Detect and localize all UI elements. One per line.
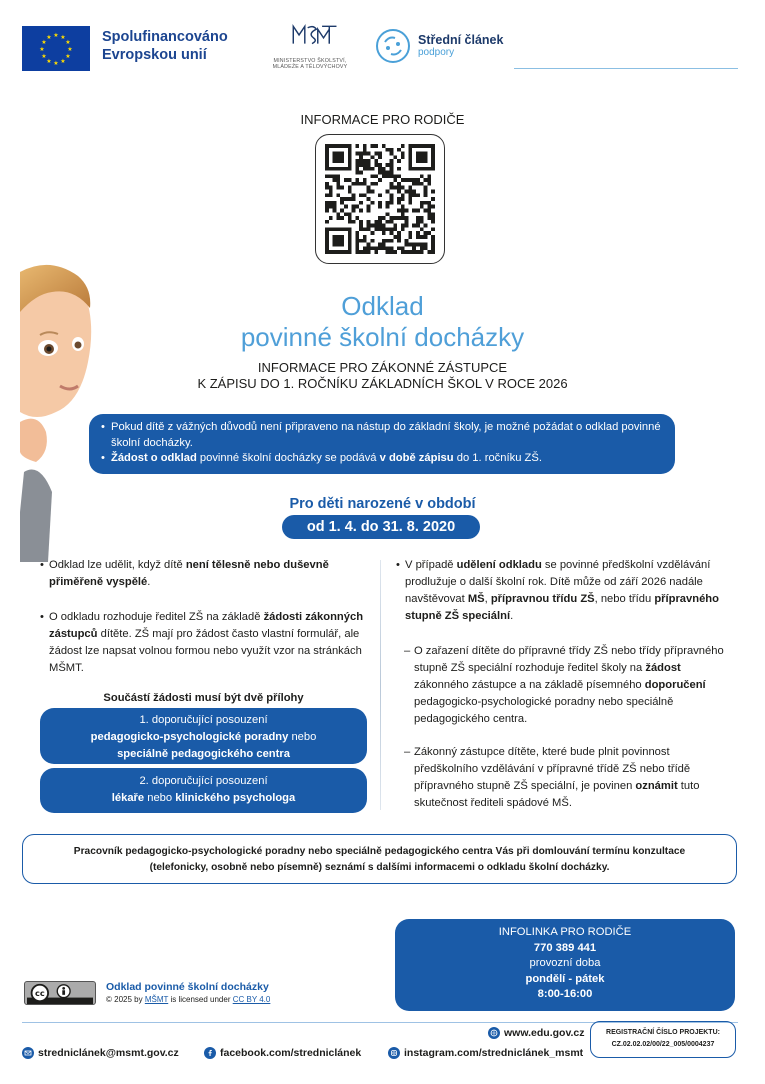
attachment-1-box (40, 708, 367, 764)
attachment-2-bold-2: klinického psychologa (175, 792, 296, 804)
main-title-line-1: Odklad (341, 291, 424, 321)
intro-text-2: do 1. ročníku ZŠ. (453, 452, 542, 464)
facebook-icon (204, 1047, 216, 1059)
right-b1-bold-2: MŠ (467, 593, 485, 605)
subtitle (0, 360, 765, 391)
right-b1-text-1: V případě (405, 559, 457, 571)
right-d2-text-2: tuto skutečnost řediteli spádové MŠ. (414, 780, 700, 809)
attachment-1-bold-2: speciálně pedagogického centra (117, 748, 290, 760)
eu-flag-logo (22, 26, 90, 71)
intro-bold-2: v době zápisu (379, 452, 454, 464)
cc-by-badge[interactable] (24, 981, 96, 1005)
left-column (40, 557, 370, 695)
right-bullet-1 (396, 557, 726, 625)
infoline-phone-number: 770 389 441 (533, 941, 597, 954)
stredni-clanek-logo-icon (375, 28, 411, 64)
svg-text:★: ★ (67, 46, 73, 53)
subtitle-line-1: INFORMACE PRO ZÁKONNÉ ZÁSTUPCE (257, 360, 508, 375)
attachment-2-line-1: 2. doporučující posouzení (139, 775, 268, 787)
svg-text:★: ★ (53, 60, 59, 67)
instagram-icon (388, 1047, 400, 1059)
note-line-2: (telefonicky, osobně nebo písemně) seznámí s dalšími informacemi o odkladu školní docházky. (149, 862, 610, 873)
eu-stars-icon (22, 26, 90, 71)
right-b1-text-5: . (510, 610, 514, 622)
intro-bullet-1: • Pokud dítě z vážných důvodů není připraveno na nástup do základní školy, je možné požádat o odklad povinné školní docházky. (103, 420, 663, 451)
right-d1-text-1: O zařazení dítěte do přípravné třídy ZŠ nebo třídy přípravného stupně ZŠ speciální rozhoduje ředitel školy na (414, 645, 724, 674)
svg-text:★: ★ (39, 46, 45, 53)
svg-text:★: ★ (53, 32, 59, 39)
svg-text:★: ★ (46, 34, 52, 41)
note-line-1: Pracovník pedagogicko-psychologické poradny nebo speciálně pedagogického centra Vás při domlouvání termínu konzultace (73, 846, 686, 857)
born-period-title: Pro děti narozené v období (289, 496, 476, 512)
right-b1-bold-1: udělení odkladu (456, 559, 542, 571)
svg-text:★: ★ (60, 34, 66, 41)
right-d2-bold: oznámit (635, 780, 678, 792)
infoline-title: INFOLINKA PRO RODIČE (498, 926, 632, 938)
globe-icon (488, 1027, 500, 1039)
infoline-hours-text: 8:00-16:00 (537, 988, 593, 1000)
intro-bold-1: Žádost o odklad (111, 452, 197, 464)
footer-instagram-link[interactable] (388, 1047, 583, 1059)
svg-text:★: ★ (60, 58, 66, 65)
infoline-box (395, 919, 735, 1011)
attachment-1-line-1: 1. doporučující posouzení (139, 714, 268, 726)
infoline-hours (395, 987, 735, 1003)
born-period-range: od 1. 4. do 31. 8. 2020 (282, 515, 480, 539)
footer-facebook-link[interactable] (204, 1047, 361, 1059)
left-b2-bold: žádosti zákonných zástupců (49, 611, 364, 640)
left-b2-text-2: dítěte. ZŠ mají pro žádost často vlastní formulář, ale žádost lze napsat volnou formou nebo využít vzor na stránkách MŠMT. (49, 628, 362, 674)
left-bullet-1 (40, 557, 370, 591)
right-b1-bold-4: přípravného stupně ZŠ speciální (405, 593, 719, 622)
license-owner-link[interactable]: MŠMT (144, 995, 169, 1004)
intro-bullet-2 (103, 451, 663, 467)
svg-text:★: ★ (65, 53, 71, 60)
license-prefix: © 2025 by (106, 995, 145, 1004)
eu-cofinanced-text (102, 28, 228, 64)
license-link[interactable]: CC BY 4.0 (232, 995, 271, 1004)
registration-label: REGISTRAČNÍ ČÍSLO PROJEKTU: (606, 1029, 720, 1036)
main-title-line-2: povinné školní docházky (240, 322, 525, 352)
right-b1-text-2: se povinné předškolní vzdělávání prodlužuje o další školní rok. Dítě může od září 2026 nadále navštěvovat (405, 559, 711, 605)
footer-web-link[interactable] (488, 1027, 585, 1039)
right-b1-text-3: , (484, 593, 491, 605)
svg-text:★: ★ (46, 58, 52, 65)
license-title: Odklad povinné školní docházky (106, 981, 269, 993)
footer-email-text: stredniclánek@msmt.gov.cz (38, 1047, 179, 1059)
right-d2-text-1: Zákonný zástupce dítěte, které bude plnit povinnost předškolního vzdělávání v přípravné třídě ZŠ nebo třídě přípravného stupně ZŠ speciální, je povinen (414, 746, 691, 792)
attachment-2-bold-1: lékaře (111, 792, 145, 804)
right-d1-text-2: zákonného zástupce a na základě písemného (414, 679, 645, 691)
footer-email-link[interactable] (22, 1047, 179, 1059)
qr-code-icon (325, 144, 435, 254)
eu-line-2: Evropskou unií (102, 47, 207, 63)
right-d1-text-3: pedagogicko-psychologické poradny nebo speciálně pedagogického centra. (414, 696, 674, 725)
qr-code[interactable] (315, 134, 445, 264)
registration-number: CZ.02.02.02/00/22_005/0004237 (611, 1041, 715, 1048)
footer-instagram-text: instagram.com/stredniclánek_msmt (404, 1047, 584, 1059)
attachment-2-text: nebo (144, 792, 176, 804)
consultation-note (22, 834, 737, 884)
msmt-caption-line-2: MLÁDEŽE A TĚLOVÝCHOVY (272, 64, 348, 70)
column-divider (380, 560, 381, 810)
left-bullet-2 (40, 609, 370, 677)
main-title (0, 291, 765, 353)
infoline-hours-label: provozní doba (529, 957, 601, 969)
attachment-1-text: nebo (288, 731, 317, 743)
intro-box (89, 414, 675, 474)
svg-text:cc: cc (34, 988, 45, 999)
right-column (396, 557, 726, 828)
infoline-days (395, 972, 735, 988)
right-dash-1 (396, 643, 726, 728)
subtitle-line-2: K ZÁPISU DO 1. ROČNÍKU ZÁKLADNÍCH ŠKOL V ROCE 2026 (197, 375, 568, 391)
infoline-days-text: pondělí - pátek (525, 972, 605, 985)
info-for-parents-title: INFORMACE PRO RODIČE (300, 112, 465, 127)
left-b1-text-2: . (147, 576, 151, 588)
intro-text-1: povinné školní docházky se podává (196, 452, 380, 464)
right-d1-bold-2: doporučení (644, 679, 706, 691)
attachments-title: Součástí žádosti musí být dvě přílohy (103, 692, 304, 704)
svg-text:★: ★ (41, 53, 47, 60)
right-dash-2 (396, 744, 726, 812)
msmt-caption (254, 58, 366, 70)
registration-number-box (590, 1021, 736, 1058)
attachment-1-line-2 (40, 729, 367, 746)
left-b2-text-1: O odkladu rozhoduje ředitel ZŠ na základě (49, 611, 264, 623)
right-d1-bold-1: žádost (645, 662, 681, 674)
mail-icon (22, 1047, 34, 1059)
eu-line-1: Spolufinancováno (102, 29, 228, 45)
footer-facebook-text: facebook.com/stredniclánek (220, 1047, 362, 1059)
stredni-clanek-subtitle: podpory (418, 47, 455, 58)
header-divider (514, 68, 738, 69)
cc-by-icon (25, 982, 95, 1004)
right-b1-bold-3: přípravnou třídu ZŠ (490, 593, 595, 605)
license-text (106, 995, 270, 1004)
license-middle: is licensed under (168, 995, 233, 1004)
attachment-2-box (40, 768, 367, 813)
attachment-1-bold-1: pedagogicko-psychologické poradny (90, 731, 289, 743)
stredni-clanek-title: Střední článek (418, 33, 504, 47)
left-b1-text-1: Odklad lze udělit, když dítě (49, 559, 186, 571)
attachment-2-line-2 (40, 790, 367, 807)
right-b1-text-4: , nebo třídu (594, 593, 655, 605)
infoline-phone[interactable] (395, 941, 735, 957)
svg-text:★: ★ (41, 39, 47, 46)
svg-text:★: ★ (65, 39, 71, 46)
left-b1-bold: není tělesně nebo duševně přiměřeně vyspělé (49, 559, 329, 588)
attachment-1-line-3 (40, 746, 367, 763)
footer-web-text: www.edu.gov.cz (504, 1027, 585, 1039)
msmt-caption-line-1: MINISTERSTVO ŠKOLSTVÍ, (273, 58, 347, 64)
